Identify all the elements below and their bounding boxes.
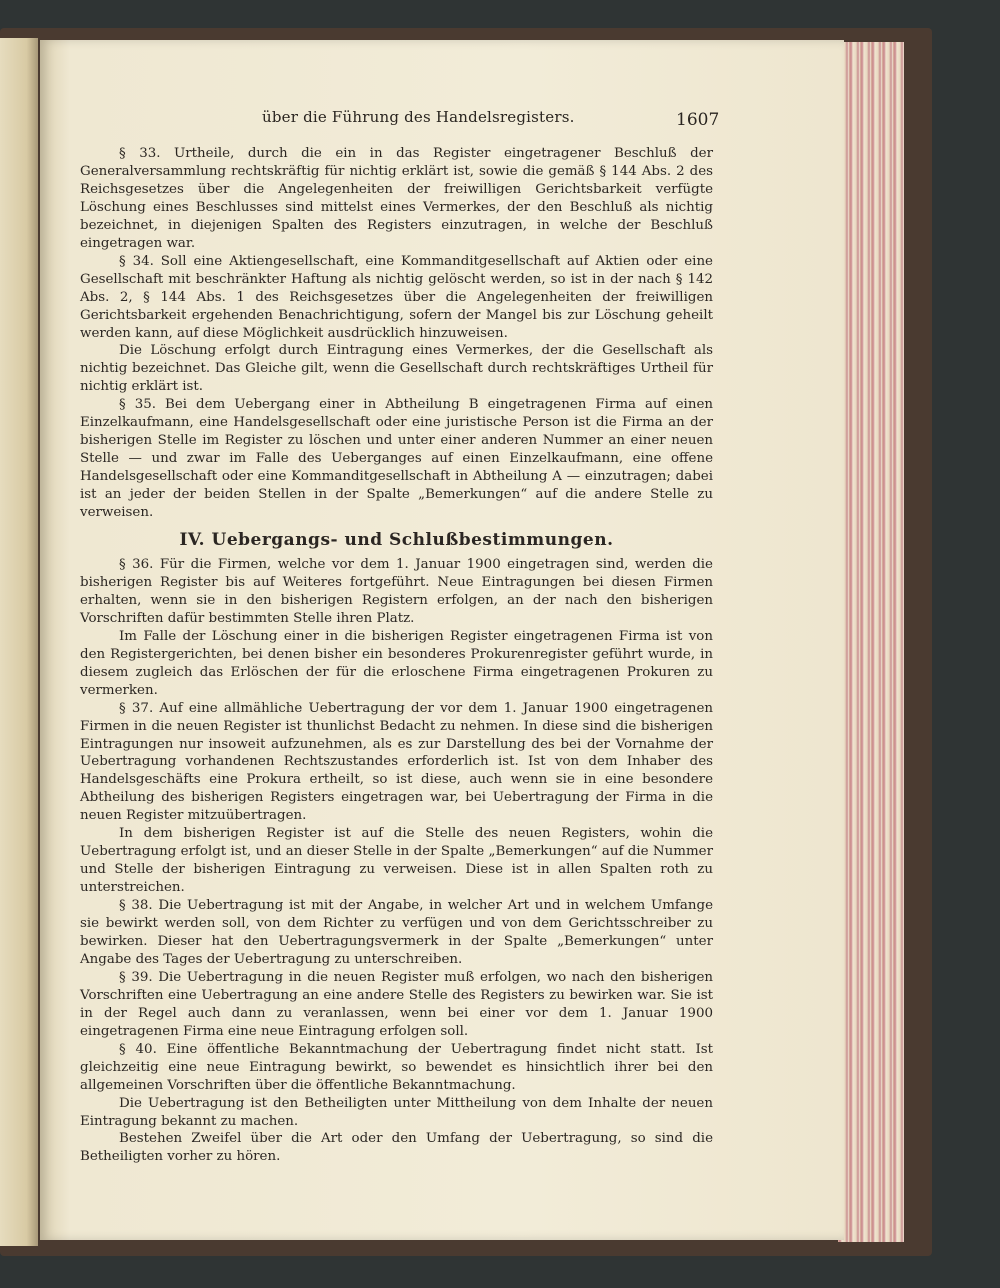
paragraph-s36: § 36. Für die Firmen, welche vor dem 1. Januar 1900 eingetragen sind, werden die bisherigen Register bis auf Weiteres fortgeführt. Neue Eintragungen bei diesen Firmen erhalten, wenn sie in den bisherigen Registern erfolgen, an der nach den bisherigen Vorschriften dafür bestimmten Stelle ihren Platz. xyxy=(80,556,713,626)
paragraph-s40: § 40. Eine öffentliche Bekanntmachung der Uebertragung findet nicht statt. Ist gleichzeitig eine neue Eintragung bewirkt, so bewendet es hinsichtlich ihrer bei den allgemeinen Vorschriften über die öffentliche Bekanntmachung. xyxy=(80,1041,713,1093)
running-title: über die Führung des Handelsregisters. xyxy=(262,108,575,126)
paragraph-s35: § 35. Bei dem Uebergang einer in Abtheilung B eingetragenen Firma auf einen Einzelkaufmann, eine Handelsgesellschaft oder eine juristische Person ist die Firma an der bisherigen Stelle im Register zu löschen und unter einer anderen Nummer an einer neuen Stelle — und zwar im Falle des Ueberganges auf einen Einzelkaufmann, eine offene Handelsgesellschaft oder eine Kommanditgesellschaft in Abtheilung A — einzutragen; dabei ist an jeder der beiden Stellen in der Spalte „Bemerkungen“ auf die andere Stelle zu verweisen. xyxy=(80,397,713,521)
facing-page-edge xyxy=(0,38,38,1246)
paragraph-s39: § 39. Die Uebertragung in die neuen Register muß erfolgen, wo nach den bisherigen Vorschriften eine Uebertragung an eine andere Stelle des Registers zu bewirken war. Sie ist in der Regel auch dann zu veranlassen, wenn bei einer vor dem 1. Januar 1900 eingetragenen Firma eine neue Eintragung erfolgen soll. xyxy=(80,969,713,1039)
page-block-edges xyxy=(838,42,904,1242)
paragraph-s34: § 34. Soll eine Aktiengesellschaft, eine Kommanditgesellschaft auf Aktien oder eine Gesellschaft mit beschränkter Haftung als nichtig gelöscht werden, so ist in der nach § 142 Abs. 2, § 144 Abs. 1 des Reichsgesetzes über die Angelegenheiten der freiwilligen Gerichtsbarkeit ergehenden Benachrichtigung, sofern der Mangel bis zur Löschung geheilt werden kann, auf diese Möglichkeit ausdrücklich hinzuweisen. xyxy=(80,253,713,341)
paragraph-s33: § 33. Urtheile, durch die ein in das Register eingetragener Beschluß der Generalversammlung rechtskräftig für nichtig erklärt ist, sowie die gemäß § 144 Abs. 2 des Reichsgesetzes über die Angelegenheiten der freiwilligen Gerichtsbarkeit verfügte Löschung eines Beschlusses sind mittelst eines Vermerkes, der den Beschluß als nichtig bezeichnet, in diejenigen Spalten des Registers einzutragen, in welche der Beschluß eingetragen war. xyxy=(80,146,713,251)
paragraph-s38: § 38. Die Uebertragung ist mit der Angabe, in welcher Art und in welchem Umfange sie bewirkt werden soll, von dem Richter zu verfügen und von dem Gerichtsschreiber zu bewirken. Dieser hat den Uebertragungsvermerk in der Spalte „Bemerkungen“ unter Angabe des Tages der Uebertragung zu unterschreiben. xyxy=(80,898,713,967)
page-body xyxy=(80,145,713,1166)
paragraph-s36-cont: Im Falle der Löschung einer in die bisherigen Register eingetragenen Firma ist von den Registergerichten, bei denen bisher ein besonderes Prokurenregister geführt wurde, in diesem zugleich das Erlöschen der für die erloschene Firma eingetragenen Prokuren zu vermerken. xyxy=(80,628,713,698)
paragraph-s40-cont: Die Uebertragung ist den Betheiligten unter Mittheilung von dem Inhalte der neuen Eintragung bekannt zu machen. xyxy=(80,1095,713,1129)
paragraph-s34-cont: Die Löschung erfolgt durch Eintragung eines Vermerkes, der die Gesellschaft als nichtig bezeichnet. Das Gleiche gilt, wenn die Gesellschaft durch rechtskräftiges Urtheil für nichtig erklärt ist. xyxy=(80,343,713,395)
section-heading: IV. Uebergangs- und Schlußbestimmungen. xyxy=(179,530,614,551)
paragraph-s37: § 37. Auf eine allmähliche Uebertragung der vor dem 1. Januar 1900 eingetragenen Firmen in die neuen Register ist thunlichst Bedacht zu nehmen. In diese sind die bisherigen Eintragungen nur insoweit aufzunehmen, als es zur Darstellung des bei der Vornahme der Uebertragung vorhandenen Rechtszustandes erforderlich ist. Ist von dem Inhaber des Handelsgeschäfts eine Prokura ertheilt, so ist diese, auch wenn sie in eine besondere Abtheilung des bisherigen Registers eingetragen war, bei Uebertragung der Firma in die neuen Register mitzuübertragen. xyxy=(80,700,713,824)
paragraph-s37-cont: In dem bisherigen Register ist auf die Stelle des neuen Registers, wohin die Uebertragung erfolgt ist, und an dieser Stelle in der Spalte „Bemerkungen“ auf die Nummer und Stelle der bisherigen Eintragung zu verweisen. Diese ist in allen Spalten roth zu unterstreichen. xyxy=(80,826,713,896)
paragraph-s40-final: Bestehen Zweifel über die Art oder den Umfang der Uebertragung, so sind die Betheiligten vorher zu hören. xyxy=(80,1131,713,1165)
page-number: 1607 xyxy=(676,110,720,130)
